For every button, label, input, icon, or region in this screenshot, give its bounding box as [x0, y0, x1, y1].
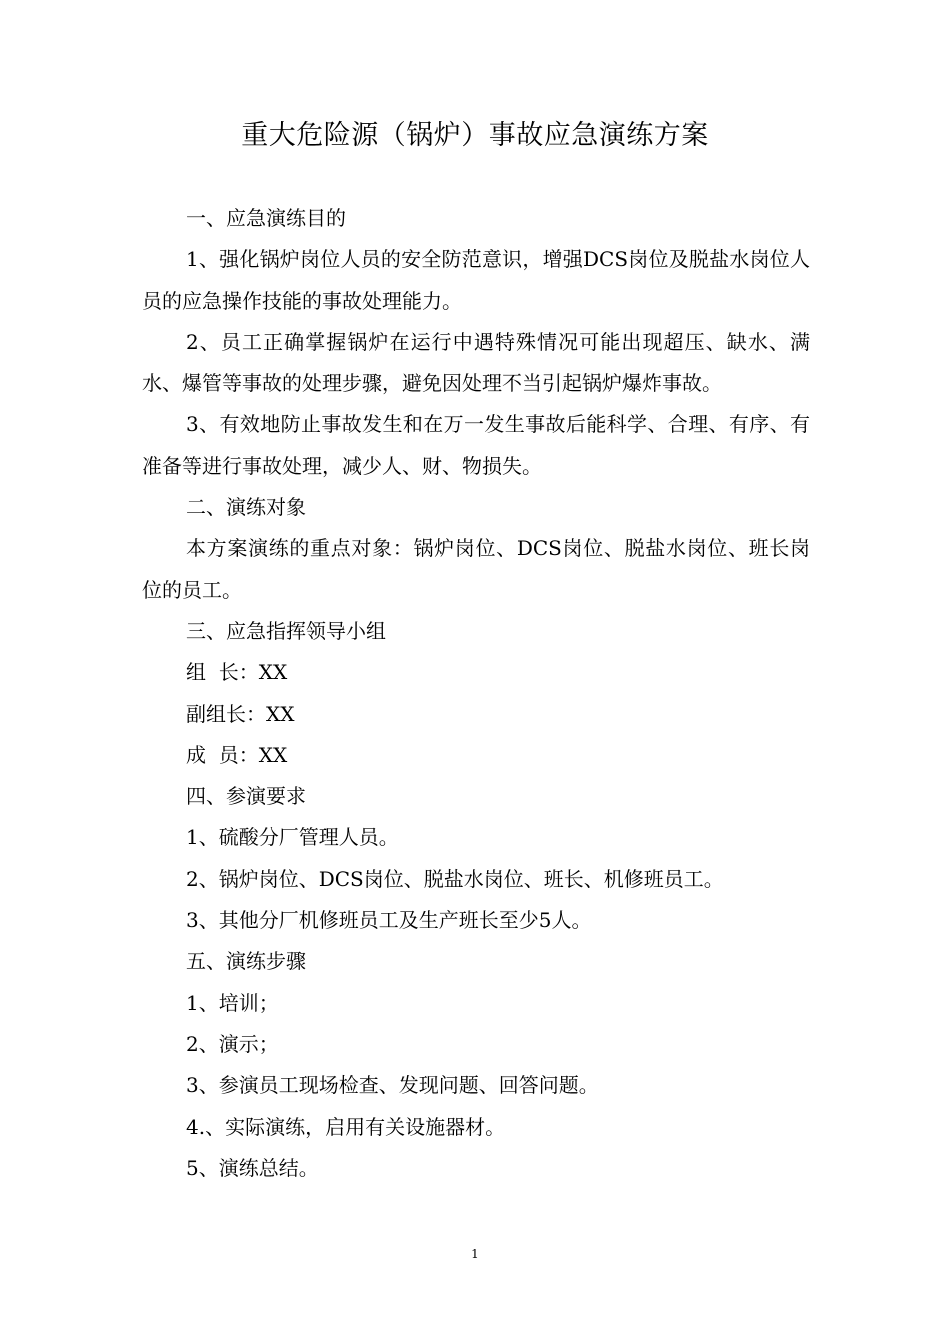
list-item: 3、参演员工现场检查、发现问题、回答问题。	[186, 1073, 599, 1098]
list-item: 2、演示；	[186, 1031, 279, 1056]
page-number: 1	[471, 1247, 479, 1261]
members-line: 成 员：XX	[186, 742, 288, 767]
section-heading-3: 三、应急指挥领导小组	[186, 618, 386, 643]
team-leader-line: 组 长：XX	[186, 660, 288, 685]
list-item: 4.、实际演练，启用有关设施器材。	[186, 1114, 506, 1139]
paragraph: 3、有效地防止事故发生和在万一发生事故后能科学、合理、有序、有准备等进行事故处理，减少人、财、物损失。	[142, 412, 810, 478]
document-title: 重大危险源（锅炉）事故应急演练方案	[241, 120, 709, 151]
section-heading-4: 四、参演要求	[186, 784, 306, 809]
list-item: 1、培训；	[186, 990, 279, 1015]
paragraph: 1、强化锅炉岗位人员的安全防范意识，增强DCS岗位及脱盐水岗位人员的应急操作技能的事故处理能力。	[142, 247, 810, 313]
section-heading-1: 一、应急演练目的	[186, 206, 346, 230]
section-heading-2: 二、演练对象	[186, 495, 306, 520]
paragraph: 本方案演练的重点对象：锅炉岗位、DCS岗位、脱盐水岗位、班长岗位的员工。	[142, 536, 810, 602]
paragraph: 2、员工正确掌握锅炉在运行中遇特殊情况可能出现超压、缺水、满水、爆管等事故的处理步骤，避免因处理不当引起锅炉爆炸事故。	[142, 329, 810, 396]
list-item: 3、其他分厂机修班员工及生产班长至少5人。	[186, 908, 592, 933]
list-item: 1、硫酸分厂管理人员。	[186, 825, 399, 850]
section-heading-5: 五、演练步骤	[186, 949, 306, 974]
list-item: 2、锅炉岗位、DCS岗位、脱盐水岗位、班长、机修班员工。	[186, 866, 724, 891]
document-body	[142, 198, 810, 1189]
deputy-leader-line: 副组长：XX	[186, 701, 295, 726]
list-item: 5、演练总结。	[186, 1155, 319, 1180]
